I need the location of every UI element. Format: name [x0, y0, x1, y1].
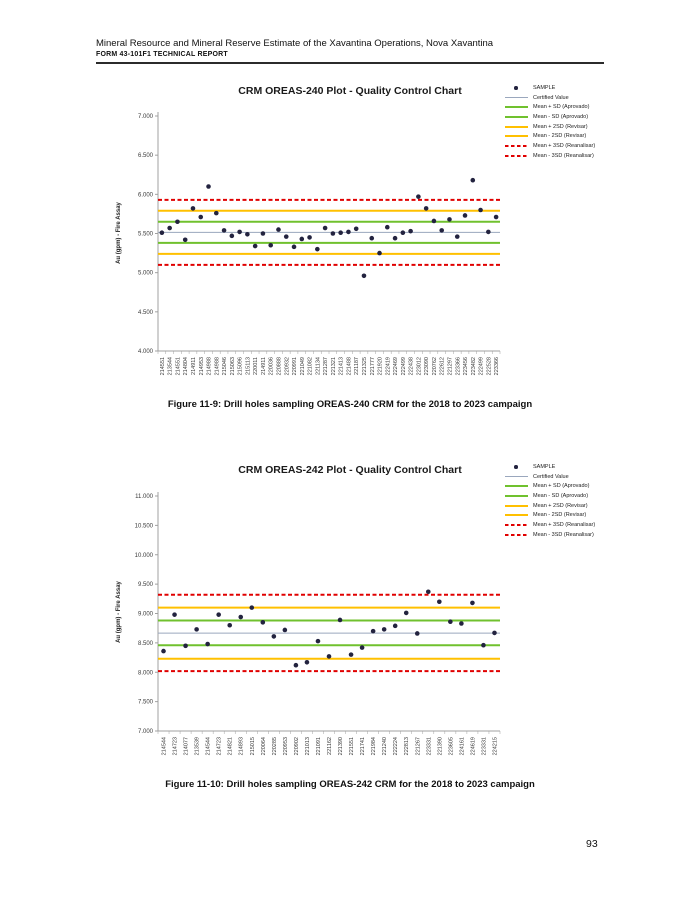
data-point — [331, 231, 336, 236]
data-point — [404, 611, 409, 616]
data-point — [299, 237, 304, 242]
data-point — [222, 228, 227, 233]
x-tick-label: 220064 — [260, 737, 267, 756]
page-number: 93 — [586, 838, 598, 850]
x-tick-label: 221013 — [304, 737, 311, 756]
data-point — [416, 194, 421, 199]
data-point — [261, 620, 266, 625]
x-tick-label: 224161 — [459, 737, 466, 756]
x-tick-label: 213544 — [167, 357, 174, 376]
x-tick-label: 214988 — [206, 357, 213, 376]
x-tick-label: 215096 — [237, 357, 244, 376]
x-tick-label: 222499 — [478, 357, 485, 376]
data-point — [237, 230, 242, 235]
data-point — [408, 229, 413, 234]
y-tick-label: 5.500 — [137, 231, 153, 238]
chart-title-oreas-240: CRM OREAS-240 Plot - Quality Control Chart — [238, 85, 462, 97]
legend-label: Mean + 2SD (Revisar) — [533, 502, 588, 509]
x-tick-label: 214804 — [183, 357, 190, 376]
legend-swatch — [505, 505, 528, 507]
y-axis-label-oreas-240: Au (gpm) - Fire Assay — [116, 202, 122, 264]
x-tick-label: 215113 — [245, 357, 252, 375]
y-tick-label: 8.500 — [137, 640, 153, 647]
legend-swatch — [505, 485, 528, 487]
legend-line-marker — [505, 97, 528, 98]
x-tick-label: 223331 — [426, 737, 433, 756]
legend-item — [505, 472, 697, 482]
x-tick-label: 223012 — [416, 357, 423, 376]
data-point — [481, 643, 486, 648]
legend-item — [505, 491, 697, 501]
x-tick-label: 221777 — [369, 357, 376, 376]
data-point — [249, 605, 254, 610]
data-point — [191, 206, 196, 211]
x-tick-label: 223331 — [481, 737, 488, 756]
data-point — [492, 631, 497, 636]
y-axis-label-oreas-242: Au (gpm) - Fire Assay — [116, 581, 122, 643]
data-point — [307, 235, 312, 240]
x-tick-label: 221488 — [346, 357, 353, 376]
data-point — [371, 629, 376, 634]
data-point — [276, 227, 281, 232]
x-tick-label: 223366 — [455, 357, 462, 376]
data-point — [327, 654, 332, 659]
x-tick-label: 221390 — [338, 737, 345, 756]
x-tick-label: 221413 — [338, 357, 345, 376]
x-tick-label: 223482 — [470, 357, 477, 376]
legend-swatch — [505, 514, 528, 516]
data-point — [478, 208, 483, 213]
data-point — [284, 234, 289, 239]
x-tick-label: 222419 — [385, 357, 392, 376]
y-tick-label: 11.000 — [135, 494, 153, 500]
x-tick-label: 222469 — [393, 357, 400, 376]
legend-swatch — [505, 534, 528, 536]
legend-item — [505, 501, 697, 511]
chart-legend-oreas-242 — [505, 462, 697, 540]
x-tick-label: 221321 — [330, 357, 337, 376]
x-tick-label: 221091 — [315, 737, 322, 756]
x-tick-label: 221297 — [447, 357, 454, 376]
x-tick-label: 221551 — [349, 737, 356, 756]
x-tick-label: 222612 — [439, 357, 446, 376]
data-point — [447, 217, 452, 222]
data-point — [494, 215, 499, 220]
x-tick-label: 221240 — [382, 737, 389, 756]
legend-swatch — [505, 106, 528, 108]
x-tick-label: 215046 — [222, 357, 229, 376]
data-point — [369, 236, 374, 241]
legend-item — [505, 112, 697, 122]
legend-swatch — [514, 465, 518, 469]
data-point — [172, 612, 177, 617]
legend-swatch — [505, 135, 528, 137]
legend-item — [505, 122, 697, 132]
legend-label: Mean + SD (Aprovado) — [533, 483, 590, 490]
legend-line-marker — [505, 116, 528, 118]
data-point — [426, 589, 431, 594]
x-tick-label: 220953 — [282, 737, 289, 756]
y-tick-label: 7.000 — [137, 114, 153, 120]
legend-line-marker — [505, 106, 528, 108]
data-point — [183, 237, 188, 242]
data-point — [459, 621, 464, 626]
x-tick-label: 214953 — [198, 357, 205, 376]
data-point — [439, 228, 444, 233]
x-tick-label: 215063 — [229, 357, 236, 376]
x-tick-label: 221187 — [354, 357, 361, 375]
legend-label: Mean + SD (Aprovado) — [533, 104, 590, 111]
data-point — [437, 599, 442, 604]
legend-label: Mean - 2SD (Revisar) — [533, 512, 587, 519]
legend-label: Mean - SD (Aprovado) — [533, 113, 589, 120]
x-tick-label: 221390 — [437, 737, 444, 756]
legend-line-marker — [505, 514, 528, 516]
data-point — [227, 623, 232, 628]
legend-line-marker — [505, 126, 528, 128]
legend-item — [505, 93, 697, 103]
figure-11-9-caption: Figure 11-9: Drill holes sampling OREAS-240 CRM for the 2018 to 2023 campaign — [167, 399, 533, 410]
y-tick-label: 8.000 — [137, 670, 153, 677]
y-tick-label: 6.500 — [137, 153, 153, 160]
x-tick-label: 214723 — [216, 737, 223, 756]
x-tick-label: 223090 — [424, 357, 431, 376]
legend-label: SAMPLE — [533, 84, 556, 91]
data-point — [194, 627, 199, 632]
data-point — [393, 624, 398, 629]
y-tick-label: 6.000 — [137, 192, 153, 199]
data-point — [448, 619, 453, 624]
x-tick-label: 214551 — [175, 357, 182, 376]
legend-line-marker — [505, 135, 528, 137]
legend-label: Mean - SD (Aprovado) — [533, 492, 589, 499]
data-point — [362, 274, 367, 279]
legend-swatch — [514, 86, 518, 90]
y-tick-label: 10.500 — [134, 523, 153, 530]
data-point — [183, 644, 188, 649]
x-tick-label: 223366 — [494, 357, 501, 376]
x-tick-label: 220036 — [268, 357, 275, 376]
legend-item — [505, 462, 697, 472]
legend-line-marker — [505, 524, 528, 526]
legend-dot-marker — [505, 465, 528, 469]
legend-label: Mean - 3SD (Reanalisar) — [533, 152, 594, 159]
x-tick-label: 213539 — [194, 737, 201, 756]
x-tick-label: 221082 — [307, 357, 314, 376]
y-tick-label: 9.000 — [137, 611, 153, 618]
x-tick-label: 214988 — [214, 357, 221, 376]
legend-line-marker — [505, 145, 528, 147]
figure-11-10-caption: Figure 11-10: Drill holes sampling OREAS-242 CRM for the 2018 to 2023 campaign — [165, 779, 535, 790]
legend-swatch — [505, 155, 528, 157]
data-point — [415, 631, 420, 636]
x-tick-label: 220902 — [293, 737, 300, 756]
x-tick-label: 221325 — [361, 357, 368, 376]
legend-item — [505, 481, 697, 491]
y-tick-label: 4.500 — [137, 309, 153, 316]
data-point — [294, 663, 299, 668]
x-tick-label: 214723 — [172, 737, 179, 756]
legend-item — [505, 131, 697, 141]
data-point — [206, 184, 211, 189]
data-point — [338, 618, 343, 623]
x-tick-label: 224215 — [492, 737, 499, 756]
x-tick-label: 214551 — [159, 357, 166, 376]
x-tick-label: 221134 — [315, 357, 322, 375]
x-tick-label: 221287 — [323, 357, 330, 376]
legend-swatch — [505, 145, 528, 147]
chart-title-oreas-242: CRM OREAS-242 Plot - Quality Control Chart — [238, 464, 462, 476]
y-tick-label: 5.000 — [137, 270, 153, 277]
x-tick-label: 224619 — [470, 737, 477, 756]
legend-label: Certified Value — [533, 473, 569, 480]
legend-line-marker — [505, 534, 528, 536]
x-tick-label: 220991 — [292, 357, 299, 376]
legend-item — [505, 102, 697, 112]
x-tick-label: 214821 — [227, 737, 234, 756]
y-tick-label: 7.500 — [137, 699, 153, 706]
legend-swatch — [505, 116, 528, 118]
data-point — [470, 601, 475, 606]
legend-label: Mean - 3SD (Reanalisar) — [533, 531, 594, 538]
legend-line-marker — [505, 505, 528, 507]
data-point — [470, 178, 475, 183]
legend-item — [505, 530, 697, 540]
x-tick-label: 221920 — [377, 357, 384, 376]
legend-swatch — [505, 495, 528, 497]
x-tick-label: 214544 — [205, 737, 212, 756]
x-tick-label: 220762 — [431, 357, 438, 376]
data-point — [349, 652, 354, 657]
legend-label: SAMPLE — [533, 463, 556, 470]
legend-label: Certified Value — [533, 94, 569, 101]
y-tick-label: 9.500 — [137, 582, 153, 589]
x-tick-label: 221984 — [371, 737, 378, 756]
x-tick-label: 214911 — [260, 357, 267, 375]
header-title: Mineral Resource and Mineral Reserve Estimate of the Xavantina Operations, Nova Xavantina — [96, 38, 494, 49]
data-point — [360, 645, 365, 650]
header-subtitle: FORM 43-101F1 TECHNICAL REPORT — [96, 51, 228, 58]
data-point — [315, 247, 320, 252]
data-point — [292, 245, 297, 250]
legend-line-marker — [505, 485, 528, 487]
data-point — [305, 660, 310, 665]
chart-legend-oreas-240 — [505, 83, 697, 161]
legend-swatch — [505, 476, 528, 477]
data-point — [253, 244, 258, 249]
data-point — [261, 231, 266, 236]
legend-label: Mean - 2SD (Revisar) — [533, 133, 587, 140]
x-tick-label: 223456 — [463, 357, 470, 376]
x-tick-label: 221741 — [360, 737, 367, 756]
data-point — [401, 230, 406, 235]
data-point — [393, 236, 398, 241]
data-point — [167, 226, 172, 231]
legend-swatch — [505, 126, 528, 128]
x-tick-label: 222224 — [393, 737, 400, 756]
data-point — [346, 230, 351, 235]
data-point — [382, 627, 387, 632]
legend-item — [505, 141, 697, 151]
legend-label: Mean + 3SD (Reanalisar) — [533, 521, 596, 528]
x-tick-label: 221049 — [299, 357, 306, 376]
x-tick-label: 220888 — [276, 357, 283, 376]
data-point — [316, 639, 321, 644]
x-tick-label: 214911 — [190, 357, 197, 375]
data-point — [245, 232, 250, 237]
header-divider — [96, 62, 604, 64]
data-point — [338, 230, 343, 235]
x-tick-label: 215015 — [249, 737, 256, 756]
x-tick-label: 223605 — [448, 737, 455, 756]
y-tick-label: 10.000 — [134, 552, 153, 559]
data-point — [455, 234, 460, 239]
legend-swatch — [505, 97, 528, 98]
data-point — [424, 206, 429, 211]
legend-line-marker — [505, 476, 528, 477]
x-tick-label: 214893 — [238, 737, 245, 756]
data-point — [214, 211, 219, 216]
data-point — [205, 642, 210, 647]
legend-item — [505, 151, 697, 161]
y-tick-label: 7.000 — [137, 729, 153, 735]
data-point — [230, 234, 235, 239]
x-tick-label: 220932 — [284, 357, 291, 376]
x-tick-label: 222438 — [408, 357, 415, 376]
data-point — [272, 634, 277, 639]
data-point — [268, 243, 273, 248]
legend-line-marker — [505, 155, 528, 157]
data-point — [377, 251, 382, 256]
legend-item — [505, 520, 697, 530]
data-point — [463, 213, 468, 218]
data-point — [238, 615, 243, 620]
legend-label: Mean + 3SD (Reanalisar) — [533, 142, 596, 149]
data-point — [198, 215, 203, 220]
x-tick-label: 214077 — [183, 737, 190, 756]
x-tick-label: 222528 — [486, 357, 493, 376]
x-tick-label: 220011 — [253, 357, 260, 375]
data-point — [175, 219, 180, 224]
x-tick-label: 214544 — [161, 737, 168, 756]
legend-swatch — [505, 524, 528, 526]
legend-dot-marker — [505, 86, 528, 90]
x-tick-label: 221267 — [415, 737, 422, 756]
data-point — [385, 225, 390, 230]
data-point — [161, 649, 166, 654]
data-point — [323, 226, 328, 231]
x-tick-label: 222813 — [404, 737, 411, 756]
data-point — [283, 628, 288, 633]
legend-label: Mean + 2SD (Revisar) — [533, 123, 588, 130]
qc-chart-oreas-240 — [90, 100, 510, 392]
data-point — [354, 227, 359, 232]
y-tick-label: 4.000 — [137, 349, 153, 355]
data-point — [486, 230, 491, 235]
legend-line-marker — [505, 495, 528, 497]
data-point — [160, 230, 165, 235]
data-point — [432, 219, 437, 224]
legend-item — [505, 83, 697, 93]
qc-chart-oreas-242 — [90, 480, 510, 772]
x-tick-label: 220285 — [271, 737, 278, 756]
x-tick-label: 222499 — [400, 357, 407, 376]
data-point — [216, 612, 221, 617]
x-tick-label: 221162 — [327, 737, 333, 755]
legend-item — [505, 510, 697, 520]
